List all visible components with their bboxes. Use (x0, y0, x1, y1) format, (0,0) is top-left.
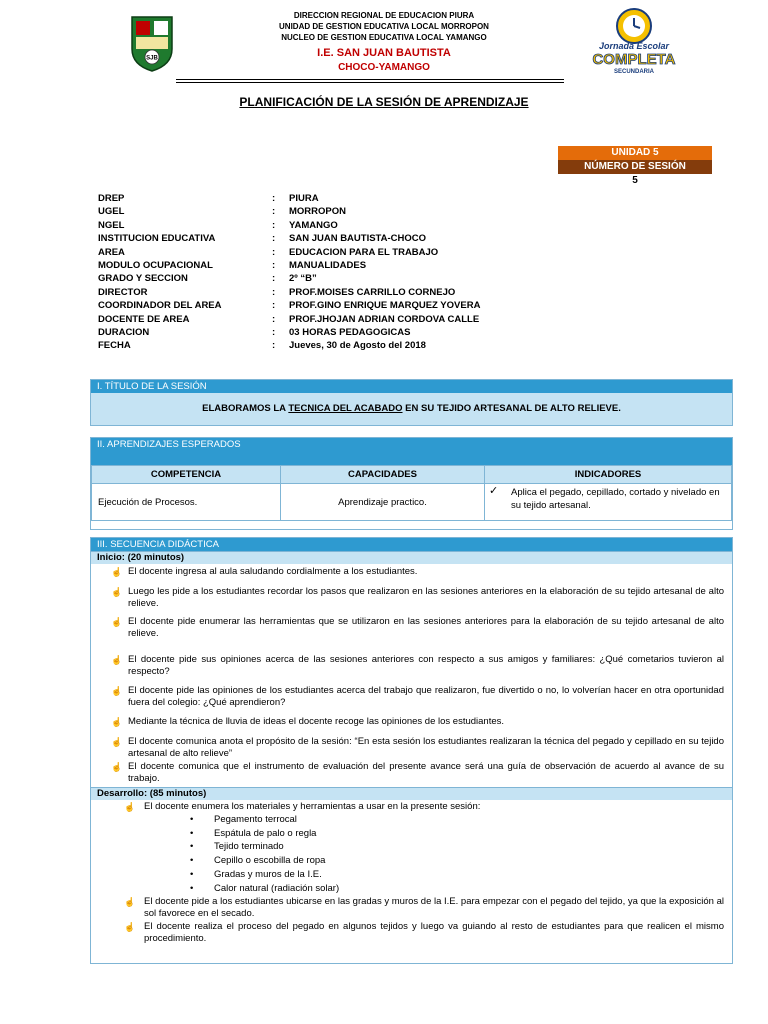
info-label: GRADO Y SECCION (98, 273, 188, 285)
header-line-2: UNIDAD DE GESTION EDUCATIVA LOCAL MORROPON (279, 22, 489, 31)
list-item-text: El docente pide sus opiniones acerca de las sesiones anteriores con respecto a sus amigos y familiares: ¿Qué cometarios tuvieron al respecto? (128, 654, 724, 677)
material-item (91, 840, 732, 854)
bullet-icon: • (190, 827, 194, 839)
info-value: 03 HORAS PEDAGOGICAS (289, 326, 411, 338)
info-value: PROF.GINO ENRIQUE MARQUEZ YOVERA (289, 300, 481, 312)
info-value: PROF.MOISES CARRILLO CORNEJO (289, 286, 456, 298)
info-colon: : (272, 246, 276, 258)
jec-logo-line3: SECUNDARIA (613, 69, 655, 75)
info-label: COORDINADOR DEL AREA (98, 300, 222, 312)
table-cell: Ejecución de Procesos. (92, 484, 281, 521)
unit-label: UNIDAD 5 (558, 146, 712, 160)
column-header: CAPACIDADES (281, 466, 485, 484)
list-item-text: Mediante la técnica de lluvia de ideas el docente recoge las opiniones de los estudiantes. (128, 716, 505, 727)
info-colon: : (272, 259, 276, 271)
material-item (91, 854, 732, 868)
list-item-text: El docente pide las opiniones de los estudiantes acerca del trabajo que realizaron, fue divertido o no, lo volverían hacer en otra oportunidad fuera del colegio: ¿Qué aprendieron? (128, 685, 724, 708)
info-label: DIRECTOR (98, 286, 148, 298)
info-label: NGEL (98, 219, 125, 231)
section-title-heading: I. TÍTULO DE LA SESIÓN (91, 380, 732, 393)
material-text: Espátula de palo o regla (214, 827, 317, 839)
material-item (91, 827, 732, 841)
list-item (91, 654, 732, 678)
hand-pointer-icon: ☝ (111, 617, 123, 627)
section-aprendizajes-heading: II. APRENDIZAJES ESPERADOS (91, 438, 732, 465)
material-item (91, 813, 732, 827)
info-value: Jueves, 30 de Agosto del 2018 (289, 340, 426, 352)
list-item (91, 736, 732, 760)
material-text: Cepillo o escobilla de ropa (214, 855, 326, 867)
list-item (91, 761, 732, 785)
jec-logo-line1: Jornada Escolar (598, 41, 670, 51)
indicator-text: Aplica el pegado, cepillado, cortado y nivelado en su tejido artesanal. (511, 487, 720, 511)
info-colon: : (272, 233, 276, 245)
session-title-part: EN SU TEJIDO ARTESANAL DE ALTO RELIEVE. (402, 403, 621, 414)
bullet-icon: • (190, 814, 194, 825)
inicio-heading: Inicio: (20 minutos) (91, 551, 732, 564)
info-label: DOCENTE DE AREA (98, 313, 190, 325)
list-item (91, 921, 732, 945)
list-item (91, 685, 732, 709)
hand-pointer-icon: ☝ (111, 567, 123, 577)
info-value: PROF.JHOJAN ADRIAN CORDOVA CALLE (289, 313, 480, 325)
session-number: 5 (558, 174, 712, 188)
section-secuencia-heading: III. SECUENCIA DIDÁCTICA (91, 538, 732, 551)
table-cell (485, 484, 732, 521)
list-item-text: El docente comunica que el instrumento de evaluación del presente avance será una guía de observación de acuerdo al avance de su trabajo. (128, 761, 724, 784)
info-value: MANUALIDADES (289, 259, 367, 271)
list-item-text: El docente pide enumerar las herramientas que se utilizaron en las sesiones anteriores para la elaboración de su tejido artesanal de alto relieve. (128, 616, 724, 639)
material-text: Tejido terminado (214, 841, 284, 853)
school-place: CHOCO-YAMANGO (338, 62, 430, 73)
list-item (91, 566, 732, 578)
section-title (90, 379, 733, 426)
hand-pointer-icon: ☝ (124, 802, 136, 812)
info-label: AREA (98, 246, 125, 258)
info-colon: : (272, 326, 276, 338)
header-line-3: NUCLEO DE GESTION EDUCATIVA LOCAL YAMANGO (281, 33, 487, 42)
hand-pointer-icon: ☝ (111, 587, 123, 597)
info-colon: : (272, 193, 276, 204)
jec-logo-line2: COMPLETA (592, 51, 676, 68)
crest-label: SJB (146, 55, 158, 62)
bullet-icon: • (190, 868, 194, 880)
list-item (91, 716, 732, 728)
info-colon: : (272, 286, 276, 298)
unit-box (558, 146, 712, 188)
list-item-text: El docente enumera los materiales y herramientas a usar en la presente sesión: (144, 801, 481, 812)
list-item (91, 616, 732, 640)
hand-pointer-icon: ☝ (124, 922, 136, 933)
bullet-icon: • (190, 841, 194, 853)
list-item (91, 896, 732, 920)
info-value: MORROPON (289, 206, 346, 218)
material-item (91, 868, 732, 882)
info-colon: : (272, 300, 276, 312)
session-title (91, 393, 732, 425)
desarrollo-heading: Desarrollo: (85 minutos) (91, 787, 732, 800)
bullet-icon: • (190, 855, 194, 867)
info-colon: : (272, 219, 276, 231)
hand-pointer-icon: ☝ (111, 655, 123, 665)
material-text: Calor natural (radiación solar) (214, 882, 340, 894)
school-name: I.E. SAN JUAN BAUTISTA (317, 47, 451, 59)
hand-pointer-icon: ☝ (111, 686, 123, 696)
list-item-text: El docente comunica anota el propósito de la sesión: “En esta sesión los estudiantes realizaran la técnica del pegado y cepillado en su tejido artesanal de alto relieve” (128, 736, 724, 759)
list-item-text: El docente realiza el proceso del pegado en algunos tejidos y luego va guiando al resto de estudiantes para que realicen el mismo procedimiento. (144, 921, 724, 945)
hand-pointer-icon: ☝ (111, 717, 123, 727)
session-title-underlined: TECNICA DEL ACABADO (288, 403, 403, 414)
info-colon: : (272, 206, 276, 218)
check-icon: ✓ (489, 485, 499, 497)
session-title-part: ELABORAMOS LA (202, 403, 289, 414)
list-item-text: Luego les pide a los estudiantes recordar los pasos que realizaron en las sesiones anteriores en la elaboración de su tejido artesanal de alto relieve. (128, 586, 724, 609)
info-colon: : (272, 273, 276, 285)
table-cell: Aprendizaje practico. (281, 484, 485, 521)
info-label: INSTITUCION EDUCATIVA (98, 233, 216, 245)
info-value: YAMANGO (289, 219, 338, 231)
hand-pointer-icon: ☝ (111, 762, 123, 772)
session-label: NÚMERO DE SESIÓN (558, 160, 712, 174)
info-value: PIURA (289, 193, 319, 204)
hand-pointer-icon: ☝ (124, 897, 136, 908)
info-value: SAN JUAN BAUTISTA-CHOCO (289, 233, 427, 245)
material-text: Pegamento terrocal (214, 814, 297, 825)
column-header: INDICADORES (485, 466, 732, 484)
hand-pointer-icon: ☝ (111, 737, 123, 747)
info-colon: : (272, 313, 276, 325)
info-label: DREP (98, 193, 125, 204)
info-value: 2º “B” (289, 273, 317, 285)
info-value: EDUCACION PARA EL TRABAJO (289, 246, 439, 258)
competencias-table (91, 465, 732, 521)
header-separator (176, 79, 564, 83)
info-label: DURACION (98, 326, 150, 338)
list-item-text: El docente pide a los estudiantes ubicarse en las gradas y muros de la I.E. para empezar con el pegado del tejido, ya que la exposición al sol favorece en el secado. (144, 896, 724, 920)
info-colon: : (272, 340, 276, 352)
info-label: MODULO OCUPACIONAL (98, 259, 213, 271)
header-line-1: DIRECCION REGIONAL DE EDUCACION PIURA (293, 11, 475, 20)
info-label: FECHA (98, 340, 131, 352)
column-header: COMPETENCIA (92, 466, 281, 484)
page-title: PLANIFICACIÓN DE LA SESIÓN DE APRENDIZAJE (239, 95, 529, 109)
list-item (91, 801, 732, 813)
section-secuencia (90, 537, 733, 964)
list-item-text: El docente ingresa al aula saludando cordialmente a los estudiantes. (128, 566, 418, 577)
list-item (91, 586, 732, 610)
material-item (91, 882, 732, 896)
bullet-icon: • (190, 882, 194, 894)
info-label: UGEL (98, 206, 125, 218)
section-aprendizajes (90, 437, 733, 530)
material-text: Gradas y muros de la I.E. (214, 868, 322, 880)
